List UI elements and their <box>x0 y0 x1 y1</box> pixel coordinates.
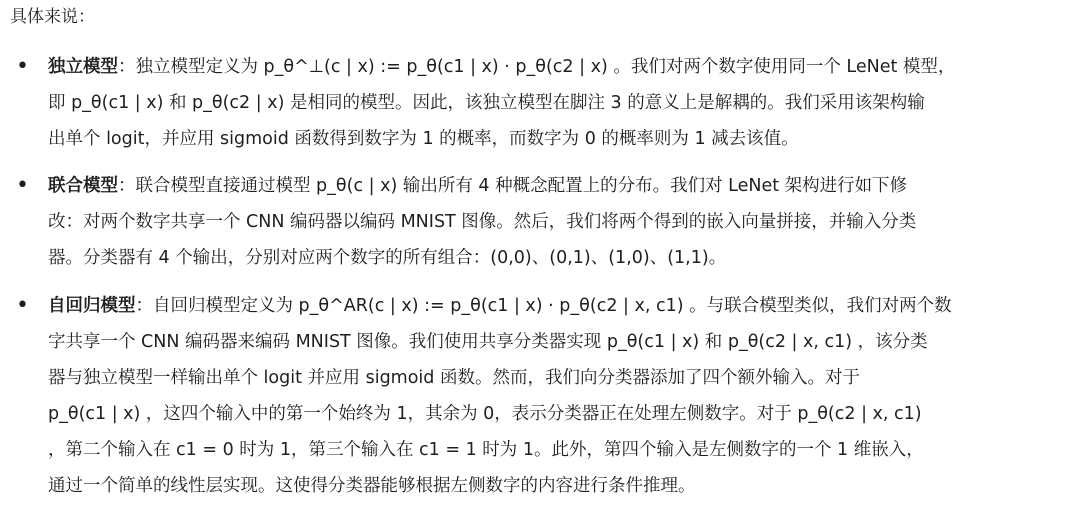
paragraph-line: ，第二个输入在 c1 = 0 时为 1，第三个输入在 c1 = 1 时为 1。此外，第四个输入是左侧数字的一个 1 维嵌入， <box>48 440 924 460</box>
line-text: 自回归模型定义为 p_θ^AR(c | x) := p_θ(c1 | x) · p_θ(c2 | x, c1) 。与联合模型类似，我们对两个数 <box>153 296 952 316</box>
paragraph-line: 联合模型：联合模型直接通过模型 p_θ(c | x) 输出所有 4 种概念配置上的分布。我们对 LeNet 架构进行如下修 <box>48 176 908 196</box>
term-label: 独立模型 <box>48 57 118 77</box>
bullet-icon: • <box>16 54 29 79</box>
paragraph-line: 出单个 logit，并应用 sigmoid 函数得到数字为 1 的概率，而数字为 0 的概率则为 1 减去该值。 <box>48 129 799 149</box>
paragraph-line: 即 p_θ(c1 | x) 和 p_θ(c2 | x) 是相同的模型。因此，该独立模型在脚注 3 的意义上是解耦的。我们采用该架构输 <box>48 93 925 113</box>
line-text: 独立模型定义为 p_θ^⊥(c | x) := p_θ(c1 | x) · p_θ(c2 | x) 。我们对两个数字使用同一个 LeNet 模型， <box>135 57 956 77</box>
paragraph-line: 独立模型：独立模型定义为 p_θ^⊥(c | x) := p_θ(c1 | x) · p_θ(c2 | x) 。我们对两个数字使用同一个 LeNet 模型， <box>48 57 956 77</box>
term-label: 自回归模型 <box>48 296 136 316</box>
bullet-icon: • <box>16 293 29 318</box>
bullet-icon: • <box>16 173 29 198</box>
paragraph-line: 器。分类器有 4 个输出，分别对应两个数字的所有组合：(0,0)、(0,1)、(1,0)、(1,1)。 <box>48 248 727 268</box>
paragraph-line: p_θ(c1 | x) ，这四个输入中的第一个始终为 1，其余为 0，表示分类器正在处理左侧数字。对于 p_θ(c2 | x, c1) <box>48 404 922 424</box>
paragraph-line: 通过一个简单的线性层实现。这使得分类器能够根据左侧数字的内容进行条件推理。 <box>48 476 696 496</box>
line-text: 联合模型直接通过模型 p_θ(c | x) 输出所有 4 种概念配置上的分布。我们对 LeNet 架构进行如下修 <box>135 176 908 196</box>
paragraph-line: 自回归模型：自回归模型定义为 p_θ^AR(c | x) := p_θ(c1 | x) · p_θ(c2 | x, c1) 。与联合模型类似，我们对两个数 <box>48 296 952 316</box>
paragraph-line: 改：对两个数字共享一个 CNN 编码器以编码 MNIST 图像。然后，我们将两个得到的嵌入向量拼接，并输入分类 <box>48 212 917 232</box>
term-label: 联合模型 <box>48 176 118 196</box>
paragraph-line: 器与独立模型一样输出单个 logit 并应用 sigmoid 函数。然而，我们向分类器添加了四个额外输入。对于 <box>48 368 860 388</box>
intro-text: 具体来说： <box>10 7 95 27</box>
paragraph-line: 字共享一个 CNN 编码器来编码 MNIST 图像。我们使用共享分类器实现 p_θ(c1 | x) 和 p_θ(c2 | x, c1) ，该分类 <box>48 332 928 352</box>
